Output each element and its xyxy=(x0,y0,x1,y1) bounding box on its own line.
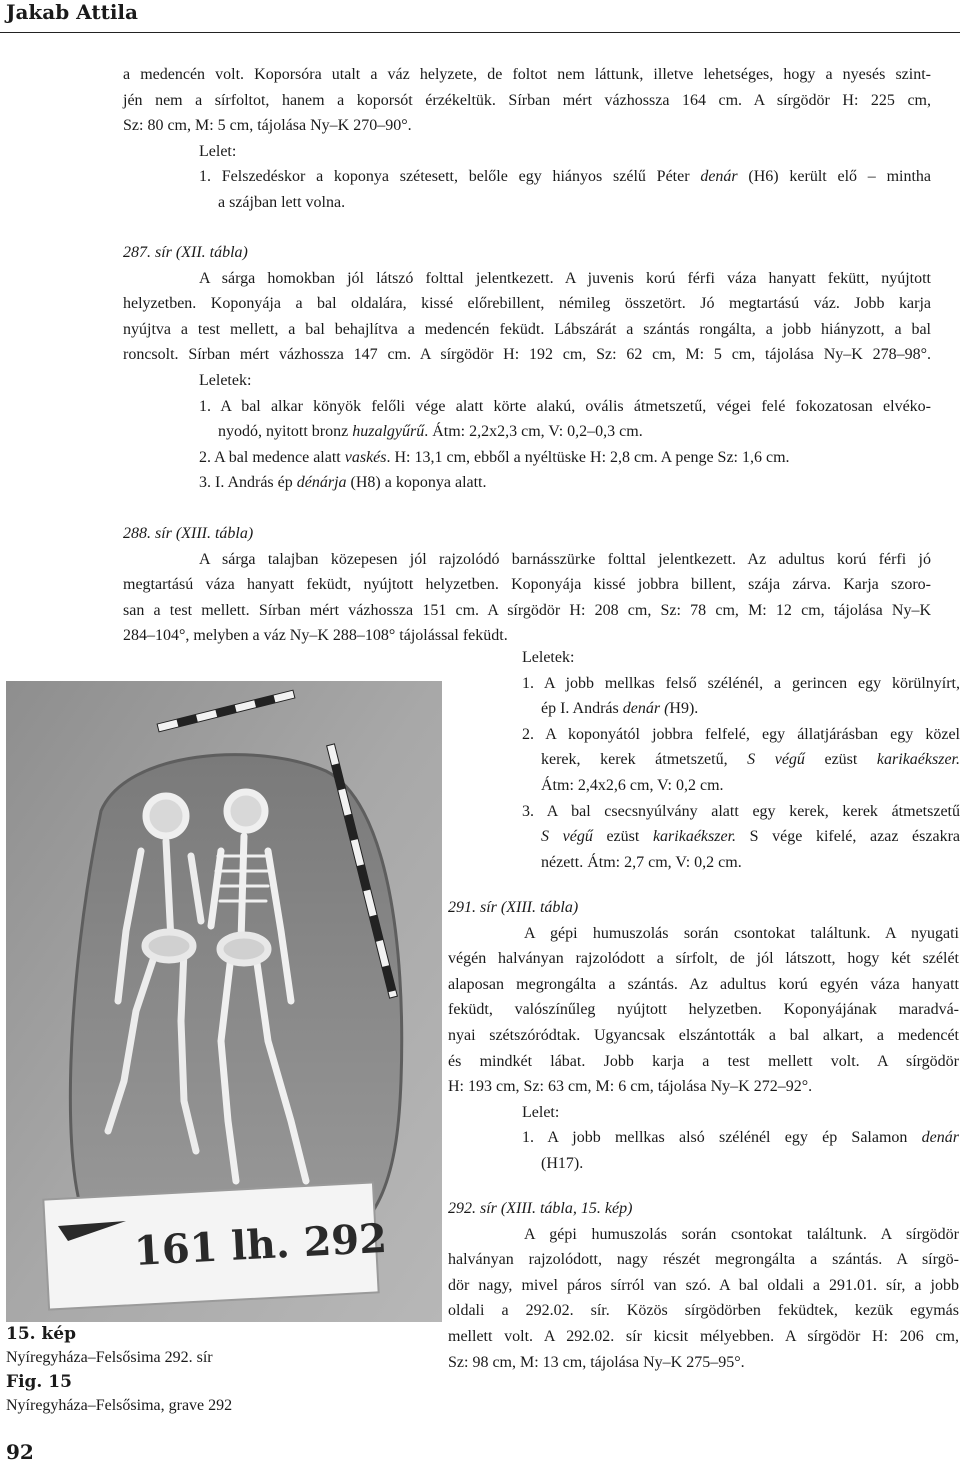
find-item: 1. A bal alkar könyök felőli vége alatt körte alakú, ovális átmetszetű, végei felé fokozatosan elvéko- xyxy=(199,397,931,415)
find-label-text: 161 lh. 292 xyxy=(132,1214,389,1275)
grave-heading: 288. sír (XIII. tábla) xyxy=(123,525,254,542)
paragraph-line: oldali a 292.02. sír. Közös sírgödörben feküdtek, kezük egymás xyxy=(448,1302,959,1320)
paragraph-line: Sz: 98 cm, M: 13 cm, tájolása Ny–K 275–95°. xyxy=(448,1353,745,1371)
page-number: 92 xyxy=(6,1440,34,1464)
paragraph-line: és mindkét lábat. Jobb karja a test mellett volt. A sírgödör xyxy=(448,1052,959,1070)
caption-kep-label: 15. kép xyxy=(6,1324,76,1344)
excavation-photo-illustration xyxy=(6,681,442,1322)
grave-288-finds xyxy=(522,645,960,875)
paragraph-line: feküdt, valószínűleg nyújtott helyzetben. Koponyájának maradvá- xyxy=(448,1001,959,1019)
paragraph-line: H: 193 cm, Sz: 63 cm, M: 6 cm, tájolása Ny–K 272–92°. xyxy=(448,1078,813,1096)
continuation-text xyxy=(123,62,931,216)
paragraph-line: helyzetben. Koponyája a bal oldalára, kissé előrebillent, némileg összetört. Jó megtartású váz. Jobb karja xyxy=(123,295,931,313)
find-item: 1. Felszedéskor a koponya szétesett, belőle egy hiányos szélű Péter denár (H6) került elő – mintha xyxy=(199,168,932,186)
find-item: 1. A jobb mellkas alsó szélénél egy ép Salamon denár xyxy=(522,1129,959,1147)
paragraph-line: a medencén volt. Koporsóra utalt a váz helyzete, de foltot nem láttunk, illetve lehetséges, hogy a nyesés szint- xyxy=(123,66,931,83)
caption-kep-text: Nyíregyháza–Felsősima 292. sír xyxy=(6,1349,213,1366)
paragraph-line: halványan rajzolódott, nagy részét megrongálta a szántás. A sírgö- xyxy=(448,1251,959,1269)
find-item-cont: a szájban lett volna. xyxy=(218,193,346,211)
find-item-cont: nyodó, nyitott bronz huzalgyűrű. Átm: 2,2x2,3 cm, V: 0,2–0,3 cm. xyxy=(218,423,643,441)
paragraph-line: megtartású váza hanyatt feküdt, nyújtott helyzetben. Koponyája kissé jobbra billent, szája zárva. Karja szoro- xyxy=(123,576,931,594)
find-item-cont: S végű ezüst karikaékszer. S vége kifelé, azaz északra xyxy=(541,828,960,846)
paragraph-line: dör nagy, mivel páros sírról van szó. A bal oldali a 291.01. sír, a jobb xyxy=(448,1276,959,1294)
paragraph-line: jén nem a sírfoltot, hanem a koporsót érzékeltük. Sírban mért vázhossza 164 cm. A sírgödör H: 225 cm, xyxy=(123,91,931,109)
figure-caption xyxy=(6,1322,232,1418)
grave-heading: 287. sír (XII. tábla) xyxy=(123,244,248,261)
paragraph-line: A sárga talajban közepesen jól rajzolódó barnásszürke folttal jelentkezett. Az adultus korú férfi jó xyxy=(199,550,931,568)
find-item-cont: ép I. András denár (H9). xyxy=(541,700,699,718)
find-item-cont: (H17). xyxy=(541,1154,584,1172)
paragraph-line: mellett volt. A 292.02. sír kicsit mélyebben. A sírgödör H: 206 cm, xyxy=(448,1327,959,1345)
paragraph-line: végén halványan rajzolódott a sírfolt, de jól látszott, hogy két szélét xyxy=(448,950,959,968)
find-item: 3. A bal csecsnyúlvány alatt egy kerek, kerek átmetszetű xyxy=(522,802,960,820)
paragraph-line: alaposan megrongálta a szántás. Az adultus korú egyén váza hanyatt xyxy=(448,975,959,993)
paragraph-line: A gépi humuszolás során csontokat találtunk. A sírgödör xyxy=(524,1225,959,1243)
leletek-label: Leletek: xyxy=(199,371,252,389)
grave-288-entry xyxy=(123,521,931,649)
paragraph-line: nyai szétszóródtak. Ugyancsak elszántották a bal alkart, a medencét xyxy=(448,1026,959,1044)
find-item: 3. I. András ép dénárja (H8) a koponya alatt. xyxy=(199,474,487,492)
paragraph-line: Sz: 80 cm, M: 5 cm, tájolása Ny–K 270–90°. xyxy=(123,117,412,135)
find-item-cont: kerek, kerek átmetszetű, S végű ezüst karikaékszer. xyxy=(541,751,960,769)
grave-heading: 291. sír (XIII. tábla) xyxy=(448,899,579,916)
paragraph-line: A gépi humuszolás során csontokat találtunk. A nyugati xyxy=(524,924,959,942)
find-item-cont: Átm: 2,4x2,6 cm, V: 0,2 cm. xyxy=(541,776,724,794)
lelet-label: Lelet: xyxy=(199,142,237,160)
grave-292-entry xyxy=(448,1196,959,1375)
grave-291-entry xyxy=(448,895,959,1177)
running-header-author: Jakab Attila xyxy=(6,0,138,24)
grave-287-entry xyxy=(123,240,931,496)
paragraph-line: A sárga homokban jól látszó folttal jelentkezett. A juvenis korú férfi váza hanyatt fekütt, nyújtott xyxy=(199,269,931,287)
paragraph-line: san a test mellett. Sírban mért vázhossza 151 cm. A sírgödör H: 208 cm, Sz: 78 cm, M: 12 cm, tájolása Ny–K xyxy=(123,601,931,619)
leletek-label: Leletek: xyxy=(522,649,575,666)
find-label-board xyxy=(43,1182,388,1309)
lelet-label: Lelet: xyxy=(522,1103,560,1121)
paragraph-line: nyújtva a test mellett, a bal behajlítva a medencén feküdt. Lábszárát a szántás rongálta, a jobb hiányzott, a bal xyxy=(123,320,931,338)
find-item-cont: nézett. Átm: 2,7 cm, V: 0,2 cm. xyxy=(541,853,742,871)
find-item: 2. A koponyától jobbra felfelé, egy állatjárásban egy közel xyxy=(522,725,960,743)
header-rule xyxy=(0,32,960,33)
paragraph-line: 284–104°, melyben a váz Ny–K 288–108° tájolással feküdt. xyxy=(123,627,508,645)
grave-photo xyxy=(6,681,442,1322)
caption-fig-text: Nyíregyháza–Felsősima, grave 292 xyxy=(6,1397,233,1414)
paragraph-line: roncsolt. Sírban mért vázhossza 147 cm. A sírgödör H: 192 cm, Sz: 62 cm, M: 5 cm, tájolása Ny–K 278–98°. xyxy=(123,346,931,364)
caption-fig-label: Fig. 15 xyxy=(6,1372,72,1392)
find-item: 2. A bal medence alatt vaskés. H: 13,1 cm, ebből a nyéltüske H: 2,8 cm. A penge Sz: 1,6 cm. xyxy=(199,448,790,466)
grave-heading: 292. sír (XIII. tábla, 15. kép) xyxy=(448,1200,633,1217)
find-item: 1. A jobb mellkas felső szélénél, a gerincen egy körülnyírt, xyxy=(522,674,960,692)
